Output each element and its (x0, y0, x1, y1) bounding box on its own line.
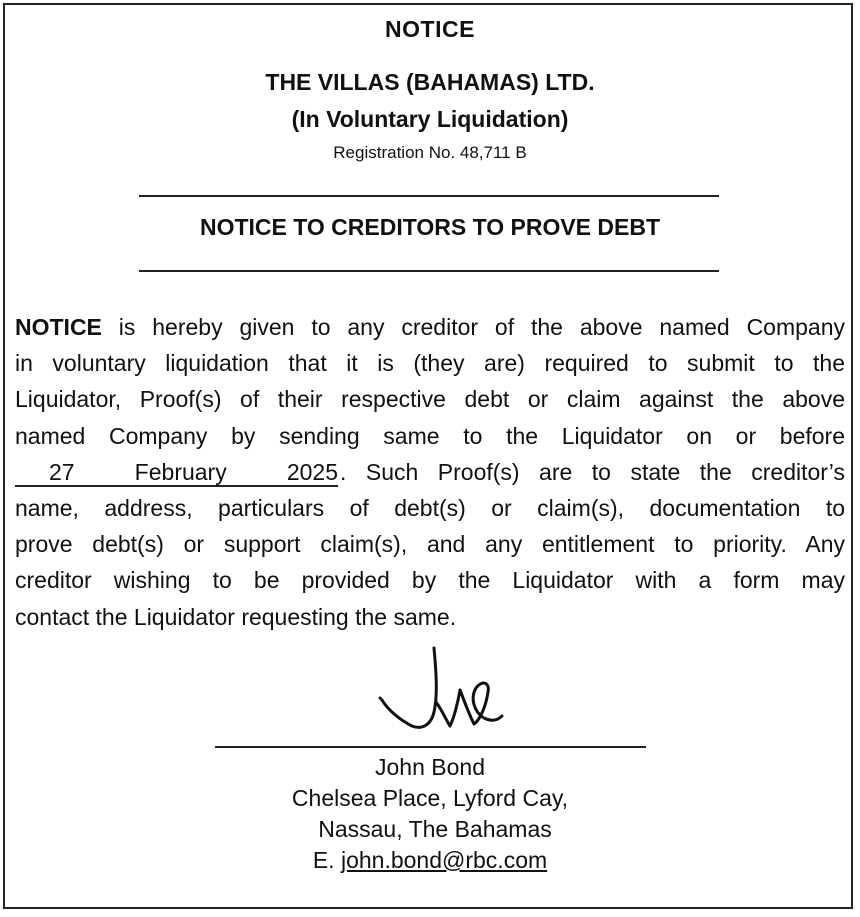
divider-bottom (139, 270, 719, 272)
notice-heading: NOTICE (385, 16, 475, 42)
address-line-2: Nassau, The Bahamas (318, 816, 552, 842)
body-line: named Company by sending same to the Liquidator on or before (15, 422, 845, 449)
email-link[interactable]: john.bond@rbc.com (340, 847, 548, 873)
body-line-text: is hereby given to any creditor of the above named Company (101, 314, 845, 340)
body-line: contact the Liquidator requesting the same. (15, 603, 457, 630)
body-line (15, 454, 845, 490)
company-name: THE VILLAS (BAHAMAS) LTD. (265, 69, 595, 95)
address-line-1: Chelsea Place, Lyford Cay, (291, 785, 569, 811)
notice-lead: NOTICE (15, 314, 102, 340)
divider-top (139, 195, 719, 197)
signatory-name: John Bond (375, 754, 485, 780)
signature-line (215, 746, 646, 748)
body-line: Liquidator, Proof(s) of their respective debt or claim against the above (15, 386, 845, 413)
email-line (0, 845, 860, 876)
deadline-date: 27 February 2025 (15, 459, 338, 487)
body-line (15, 309, 845, 345)
handwritten-signature (376, 640, 506, 740)
body-line: name, address, particulars of debt(s) or claim(s), documentation to (15, 495, 845, 522)
body-line: in voluntary liquidation that it is (they are) required to submit to the (15, 350, 845, 377)
notice-body (15, 309, 845, 635)
body-line: prove debt(s) or support claim(s), and any entitlement to priority. Any (15, 531, 845, 558)
email-prefix: E. (312, 847, 341, 873)
section-title: NOTICE TO CREDITORS TO PROVE DEBT (199, 214, 661, 240)
liquidation-status: (In Voluntary Liquidation) (291, 106, 569, 132)
registration-number: Registration No. 48,711 B (333, 143, 527, 162)
body-line-text: . Such Proof(s) are to state the creditor’s (340, 458, 845, 485)
body-line: creditor wishing to be provided by the Liquidator with a form may (15, 567, 845, 594)
